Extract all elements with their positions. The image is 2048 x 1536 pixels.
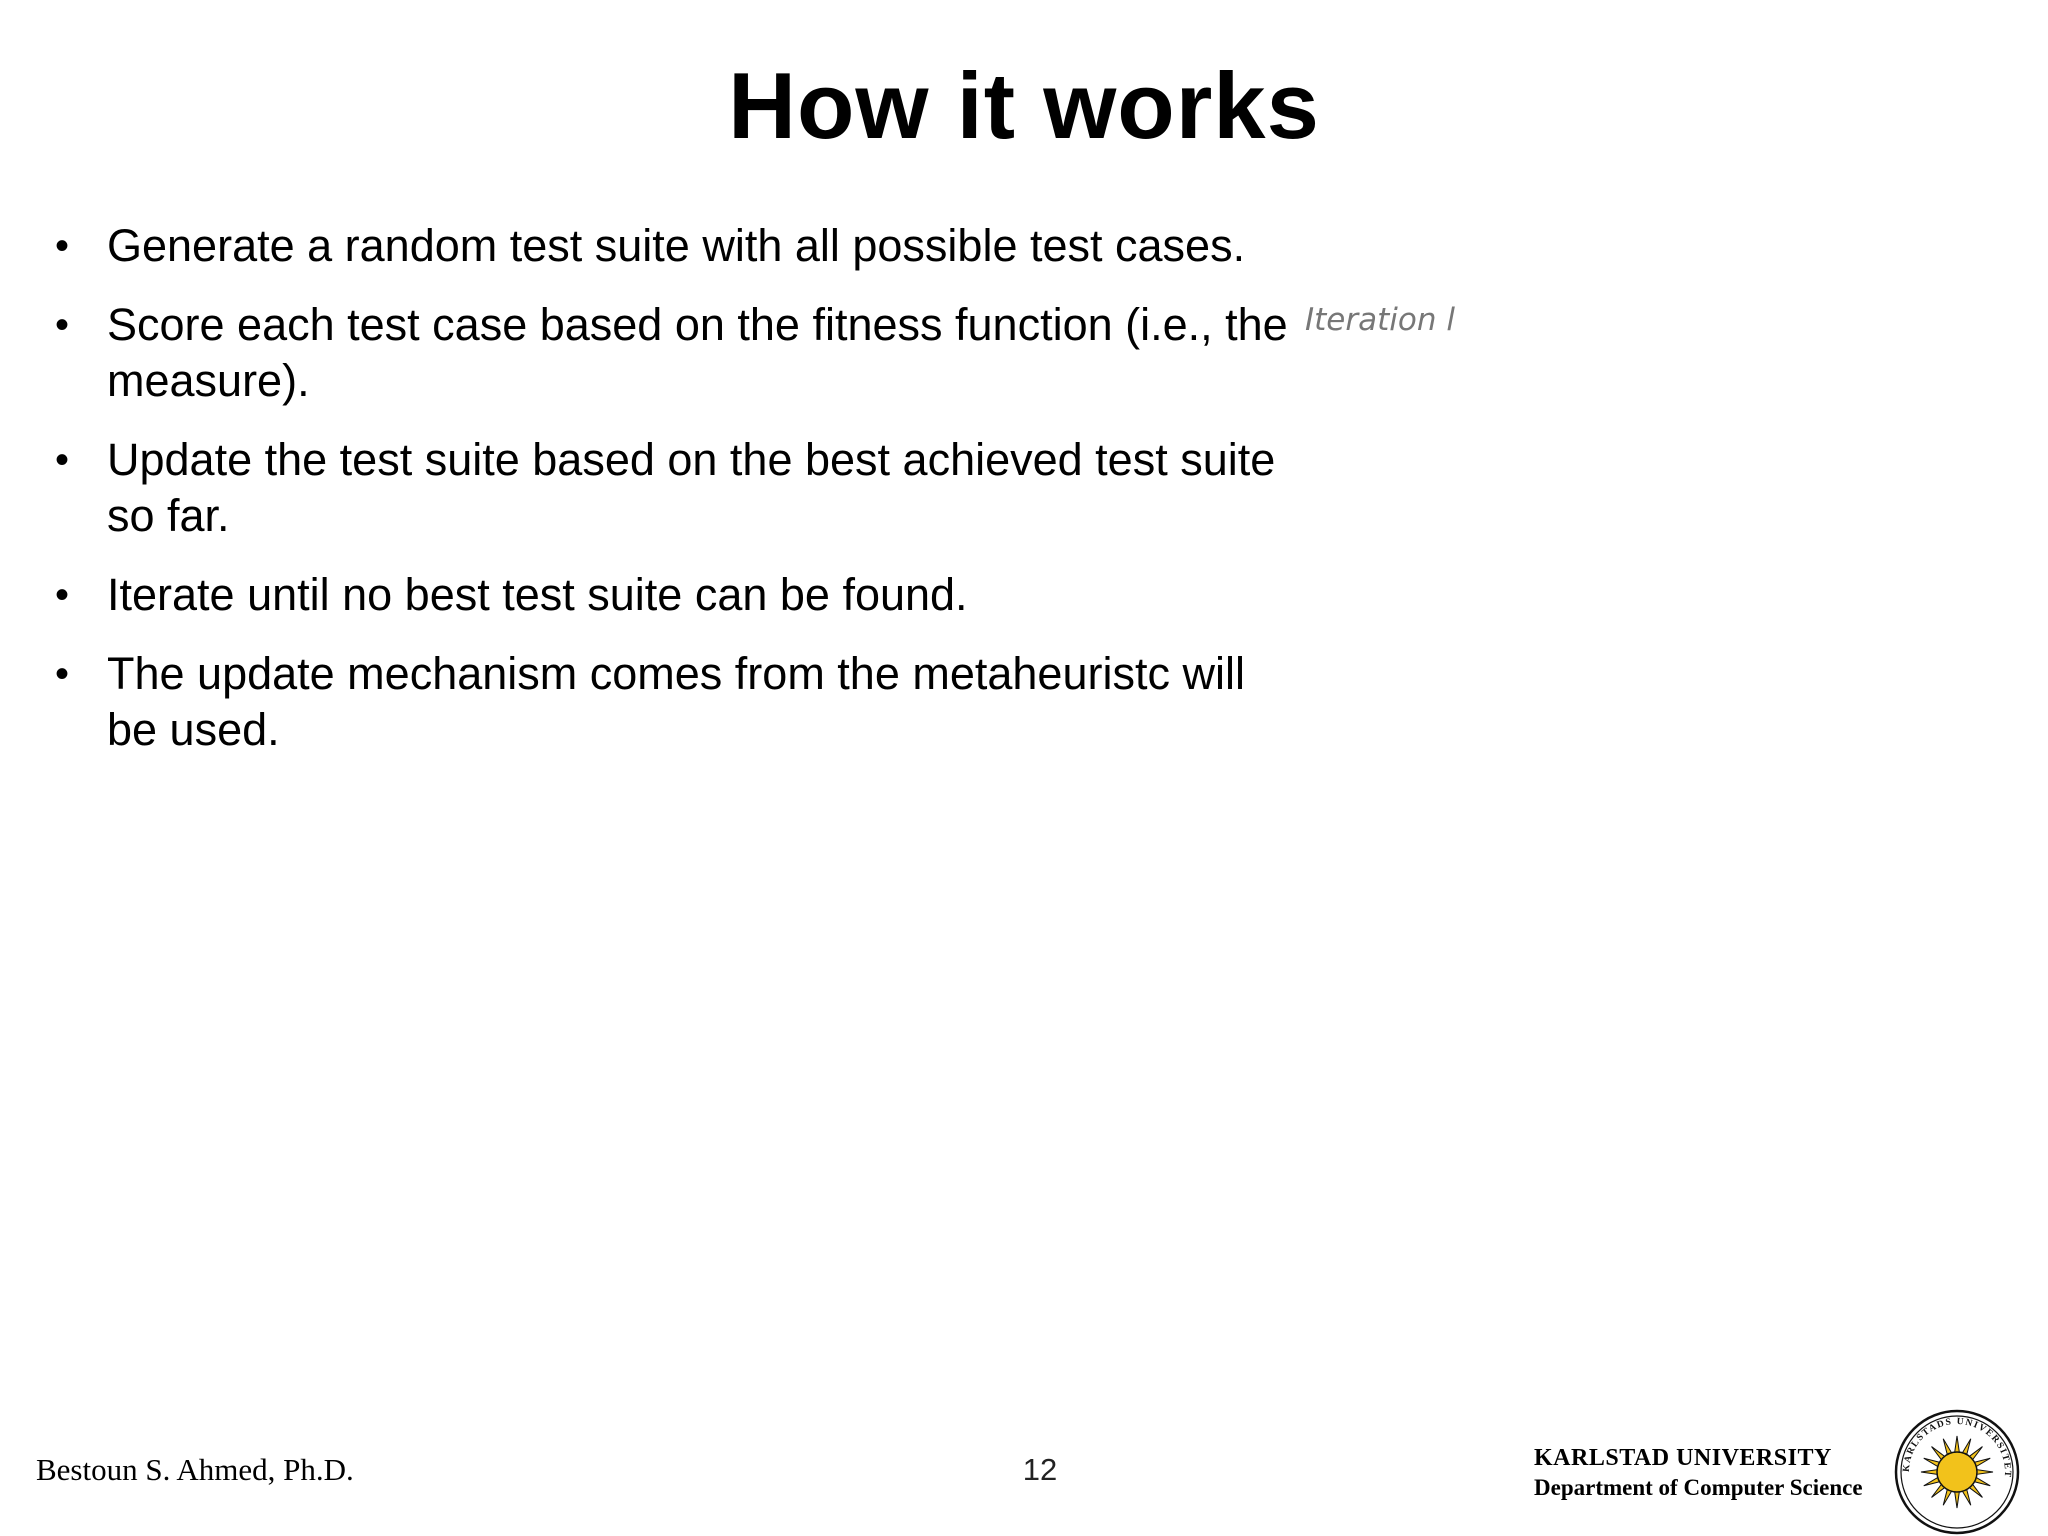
- slide-title: How it works: [728, 53, 1320, 158]
- bullet-text: The update mechanism comes from the metaheuristc will be used.: [107, 648, 1245, 755]
- bullet-marker: •: [55, 573, 70, 617]
- iteration-label: Iteration l: [1305, 302, 1455, 338]
- page-number: 12: [1022, 1452, 1058, 1487]
- bullet-item: [55, 646, 1295, 758]
- university-block: [1534, 1443, 1863, 1503]
- bullet-marker: •: [55, 438, 70, 482]
- seal-text: KARLSTADS UNIVERSITET: [1901, 1416, 2013, 1479]
- footer-author: Bestoun S. Ahmed, Ph.D.: [36, 1452, 354, 1487]
- bullet-item: [55, 432, 1295, 544]
- bullet-text: Iterate until no best test suite can be found.: [107, 569, 968, 620]
- bullet-marker: •: [55, 652, 70, 696]
- bullet-item: [55, 567, 1295, 623]
- bullet-text: Score each test case based on the fitness function (i.e., the measure).: [107, 299, 1288, 406]
- bullet-item: [55, 218, 1295, 274]
- department-name: Department of Computer Science: [1534, 1475, 1863, 1500]
- bullet-list: [55, 218, 1295, 781]
- bullet-marker: •: [55, 303, 70, 347]
- bullet-item: [55, 297, 1295, 409]
- bullet-marker: •: [55, 224, 70, 268]
- bullet-text: Generate a random test suite with all possible test cases.: [107, 220, 1246, 271]
- university-name: KARLSTAD UNIVERSITY: [1534, 1445, 1832, 1471]
- bullet-text: Update the test suite based on the best achieved test suite so far.: [107, 434, 1276, 541]
- sun-seal-icon: [1893, 1408, 2021, 1536]
